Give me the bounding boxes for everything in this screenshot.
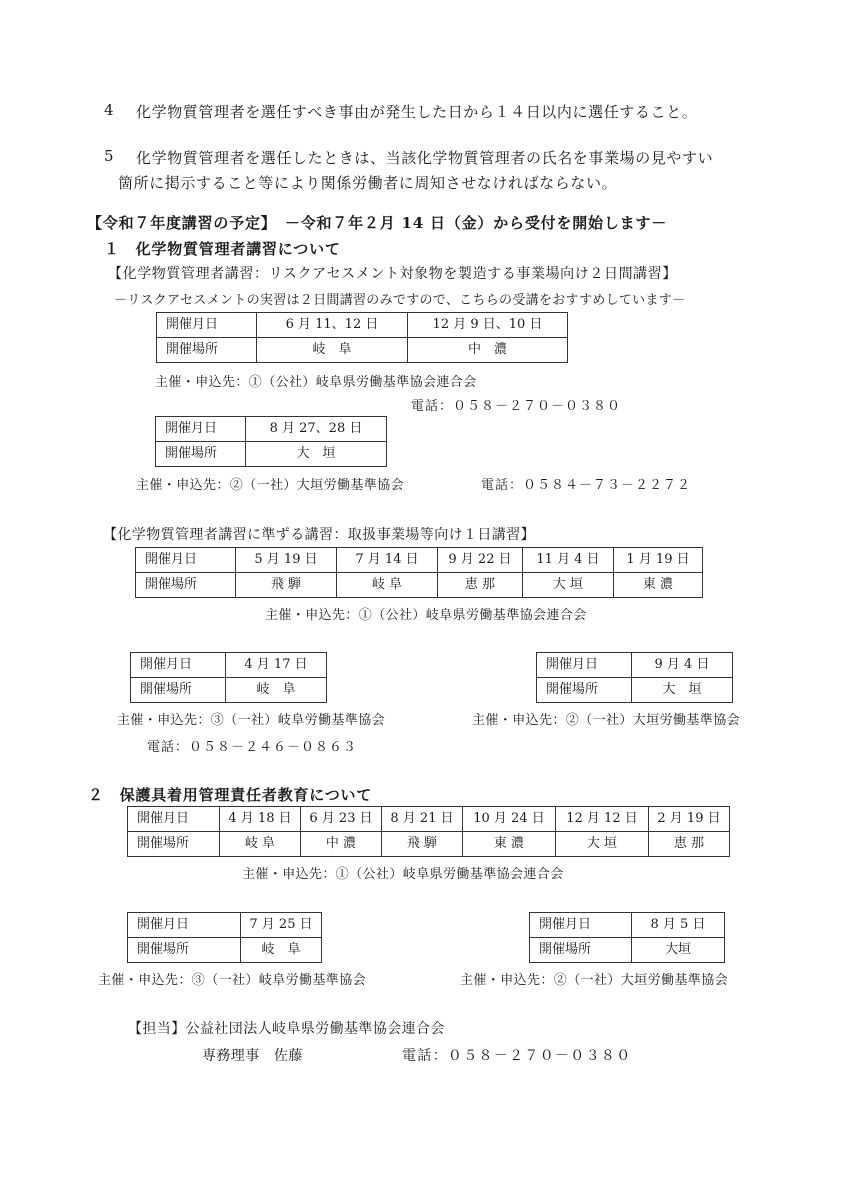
- course-a-organizer-1: 主催・申込先：①（公社）岐阜県労働基準協会連合会: [155, 375, 477, 390]
- place-cell: 岐 阜: [337, 573, 438, 598]
- course-b-organizer-3: 主催・申込先：②（一社）大垣労働基準協会: [472, 713, 741, 728]
- item-4-text: 化学物質管理者を選任すべき事由が発生した日から１４日以内に選任すること。: [136, 103, 698, 121]
- date-cell: 12 月 9 日、10 日: [408, 313, 568, 338]
- item-4-number: 4: [104, 101, 114, 119]
- place-cell: 中 濃: [301, 832, 382, 857]
- date-cell: 2 月 19 日: [649, 807, 730, 832]
- course-a-phone-2: 電話：０５８４－７３－２２７２: [481, 478, 692, 493]
- date-label: 開催月日: [128, 807, 220, 832]
- place-cell: 岐 阜: [241, 938, 322, 963]
- course-b-schedule-table-3: [536, 652, 733, 703]
- place-label: 開催場所: [136, 573, 236, 598]
- contact-phone: 電話：０５８－２７０－０３８０: [402, 1048, 632, 1064]
- course-b-organizer-2: 主催・申込先：③（一社）岐阜労働基準協会: [117, 713, 386, 728]
- section-2-schedule-table-2: [127, 912, 322, 963]
- table-row: [128, 807, 730, 832]
- date-cell: 7 月 14 日: [337, 548, 438, 573]
- date-cell: 11 月 4 日: [523, 548, 614, 573]
- place-cell: 大 垣: [632, 678, 733, 703]
- table-row: [156, 442, 387, 467]
- place-cell: 大 垣: [523, 573, 614, 598]
- place-label: 開催場所: [131, 678, 226, 703]
- course-a-schedule-table-1: [156, 312, 568, 363]
- date-cell: 4 月 18 日: [220, 807, 301, 832]
- course-b-organizer-1: 主催・申込先：①（公社）岐阜県労働基準協会連合会: [265, 608, 587, 623]
- date-cell: 6 月 11、12 日: [257, 313, 408, 338]
- date-label: 開催月日: [156, 417, 246, 442]
- section-2-organizer-2: 主催・申込先：③（一社）岐阜労働基準協会: [98, 973, 367, 988]
- place-cell: 東 濃: [463, 832, 556, 857]
- course-b-schedule-table-1: [135, 547, 703, 598]
- place-cell: 飛 騨: [236, 573, 337, 598]
- place-label: 開催場所: [537, 678, 632, 703]
- item-5-number: 5: [104, 147, 114, 165]
- place-label: 開催場所: [530, 938, 632, 963]
- item-5-text: 化学物質管理者を選任したときは、当該化学物質管理者の氏名を事業場の見やすい: [136, 149, 714, 167]
- table-row: [131, 653, 327, 678]
- date-cell: 8 月 27、28 日: [246, 417, 387, 442]
- table-row: [128, 913, 322, 938]
- contact-person: 専務理事 佐藤: [202, 1048, 303, 1064]
- course-a-title: 【化学物質管理者講習：リスクアセスメント対象物を製造する事業場向け２日間講習】: [108, 266, 677, 282]
- section-2-schedule-table-3: [529, 912, 725, 963]
- place-cell: 中 濃: [408, 338, 568, 363]
- place-cell: 大垣: [632, 938, 725, 963]
- place-cell: 岐 阜: [257, 338, 408, 363]
- section-2-title: ２ 保護具着用管理責任者教育について: [88, 786, 373, 804]
- table-row: [537, 678, 733, 703]
- place-cell: 恵 那: [649, 832, 730, 857]
- date-cell: 5 月 19 日: [236, 548, 337, 573]
- date-label: 開催月日: [136, 548, 236, 573]
- date-label: 開催月日: [530, 913, 632, 938]
- date-cell: 9 月 4 日: [632, 653, 733, 678]
- table-row: [157, 313, 568, 338]
- course-b-schedule-table-2: [130, 652, 327, 703]
- date-label: 開催月日: [128, 913, 241, 938]
- item-5-text-continued: 箇所に掲示すること等により関係労働者に周知させなければならない。: [118, 174, 618, 192]
- date-cell: 1 月 19 日: [614, 548, 703, 573]
- table-row: [157, 338, 568, 363]
- section-2-organizer-1: 主催・申込先：①（公社）岐阜県労働基準協会連合会: [242, 867, 564, 882]
- place-cell: 岐 阜: [226, 678, 327, 703]
- section-2-organizer-3: 主催・申込先：②（一社）大垣労働基準協会: [460, 973, 729, 988]
- course-a-organizer-2: 主催・申込先：②（一社）大垣労働基準協会: [136, 478, 405, 493]
- table-row: [128, 938, 322, 963]
- place-cell: 岐 阜: [220, 832, 301, 857]
- place-cell: 飛 騨: [382, 832, 463, 857]
- table-row: [136, 573, 703, 598]
- course-a-schedule-table-2: [155, 416, 387, 467]
- table-row: [136, 548, 703, 573]
- place-label: 開催場所: [128, 832, 220, 857]
- date-cell: 6 月 23 日: [301, 807, 382, 832]
- place-cell: 東 濃: [614, 573, 703, 598]
- place-cell: 大 垣: [556, 832, 649, 857]
- place-cell: 大 垣: [246, 442, 387, 467]
- date-cell: 7 月 25 日: [241, 913, 322, 938]
- date-cell: 4 月 17 日: [226, 653, 327, 678]
- table-row: [530, 913, 725, 938]
- schedule-heading: 【令和７年度講習の予定】 －令和７年２月 14 日（金）から受付を開始します－: [87, 214, 668, 232]
- course-b-phone-2: 電話：０５８－２４６－０８６３: [147, 740, 358, 755]
- table-row: [537, 653, 733, 678]
- table-row: [128, 832, 730, 857]
- course-a-phone-1: 電話：０５８－２７０－０３８０: [411, 399, 622, 414]
- table-row: [156, 417, 387, 442]
- section-1-title: １ 化学物質管理者講習について: [104, 240, 341, 258]
- date-cell: 10 月 24 日: [463, 807, 556, 832]
- table-row: [131, 678, 327, 703]
- date-label: 開催月日: [157, 313, 257, 338]
- date-cell: 12 月 12 日: [556, 807, 649, 832]
- place-label: 開催場所: [128, 938, 241, 963]
- section-2-schedule-table-1: [127, 806, 730, 857]
- date-label: 開催月日: [537, 653, 632, 678]
- place-label: 開催場所: [157, 338, 257, 363]
- place-cell: 恵 那: [438, 573, 523, 598]
- date-cell: 8 月 21 日: [382, 807, 463, 832]
- course-b-title: 【化学物質管理者講習に準ずる講習：取扱事業場等向け１日講習】: [103, 527, 535, 543]
- contact-label: 【担当】公益社団法人岐阜県労働基準協会連合会: [128, 1021, 445, 1037]
- course-a-note: －リスクアセスメントの実習は２日間講習のみですので、こちらの受講をおすすめしています－: [114, 293, 686, 308]
- date-cell: 8 月 5 日: [632, 913, 725, 938]
- place-label: 開催場所: [156, 442, 246, 467]
- table-row: [530, 938, 725, 963]
- date-cell: 9 月 22 日: [438, 548, 523, 573]
- date-label: 開催月日: [131, 653, 226, 678]
